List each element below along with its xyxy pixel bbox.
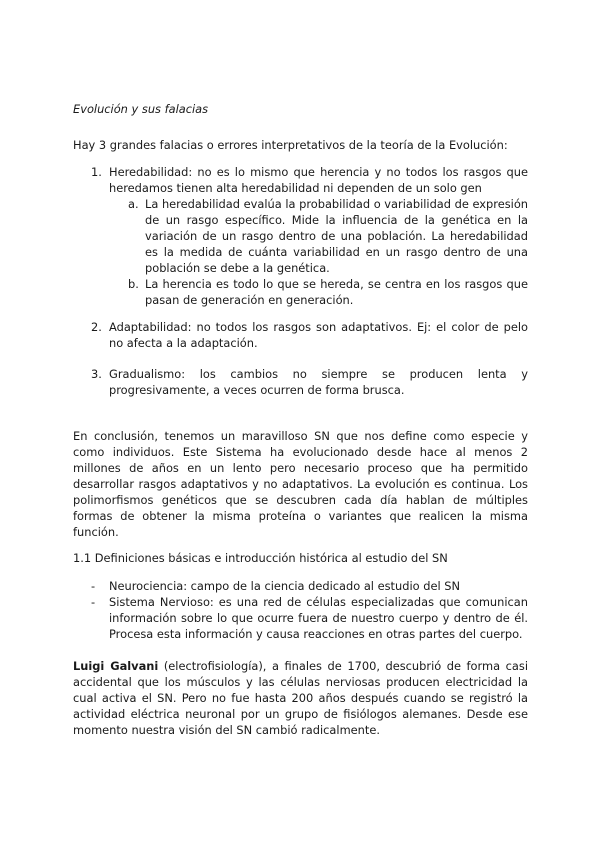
definiciones-list <box>73 578 528 642</box>
section-title: 1.1 Definiciones básicas e introducción histórica al estudio del SN <box>73 551 448 565</box>
intro-paragraph: Hay 3 grandes falacias o errores interpretativos de la teoría de la Evolución: <box>73 138 508 152</box>
list-item <box>73 366 528 398</box>
list-item-text: Gradualismo: los cambios no siempre se producen lenta y progresivamente, a veces ocurren de forma brusca. <box>109 367 528 397</box>
list-marker: - <box>91 595 96 609</box>
list-item-text: Neurociencia: campo de la ciencia dedicado al estudio del SN <box>109 579 460 593</box>
list-item <box>73 594 528 642</box>
sub-list-item <box>73 276 528 308</box>
sub-list-item <box>73 196 528 276</box>
list-marker: 3. <box>91 367 102 381</box>
list-marker: b. <box>128 277 139 291</box>
list-item-text: Adaptabilidad: no todos los rasgos son adaptativos. Ej: el color de pelo no afecta a la adaptación. <box>109 320 528 350</box>
list-item-text: Sistema Nervioso: es una red de células especializadas que comunican información sobre lo que ocurre fuera de nuestro cuerpo y dentro de él. Procesa esta información y causa reacciones en otras partes del cuerpo. <box>109 595 528 641</box>
list-item <box>73 319 528 351</box>
conclusion-paragraph: En conclusión, tenemos un maravilloso SN que nos define como especie y como individuos. Este Sistema ha evolucionado desde hace al menos 2 millones de años en un lento pero necesario proceso que ha permitido desarrollar rasgos adaptativos y no adaptativos. La evolución es continua. Los polimorfismos genéticos que se descubren cada día hablan de múltiples formas de obtener la misma proteína o variantes que realicen la misma función. <box>73 429 528 539</box>
list-item-text: Heredabilidad: no es lo mismo que herencia y no todos los rasgos que heredamos tienen alta heredabilidad ni dependen de un solo gen <box>109 165 528 195</box>
falacia-2 <box>73 319 528 351</box>
sub-list-item-text: La herencia es todo lo que se hereda, se centra en los rasgos que pasan de generación en generación. <box>145 277 528 307</box>
list-marker: 1. <box>91 165 102 179</box>
list-marker: - <box>91 579 96 593</box>
galvani-text: (electrofisiología), a finales de 1700, descubrió de forma casi accidental que los músculos y las células nerviosas producen electricidad la cual activa el SN. Pero no fue hasta 200 años después cuando se registró la actividad eléctrica neuronal por un grupo de fisiólogos alemanes. Desde ese momento nuestra visión del SN cambió radicalmente. <box>73 659 528 737</box>
galvani-name: Luigi Galvani <box>73 659 159 673</box>
falacia-3 <box>73 366 528 398</box>
sub-list-item-text: La heredabilidad evalúa la probabilidad o variabilidad de expresión de un rasgo específico. Mide la influencia de la genética en la variación de un rasgo dentro de una población. La heredabilidad es la medida de cuánta variabilidad en un rasgo dentro de una población se debe a la genética. <box>145 197 529 275</box>
list-item <box>73 578 528 594</box>
document-title: Evolución y sus falacias <box>73 102 209 116</box>
falacias-list <box>73 164 528 308</box>
list-marker: a. <box>128 197 139 211</box>
list-marker: 2. <box>91 320 102 334</box>
list-item <box>73 164 528 196</box>
galvani-paragraph <box>73 658 528 738</box>
